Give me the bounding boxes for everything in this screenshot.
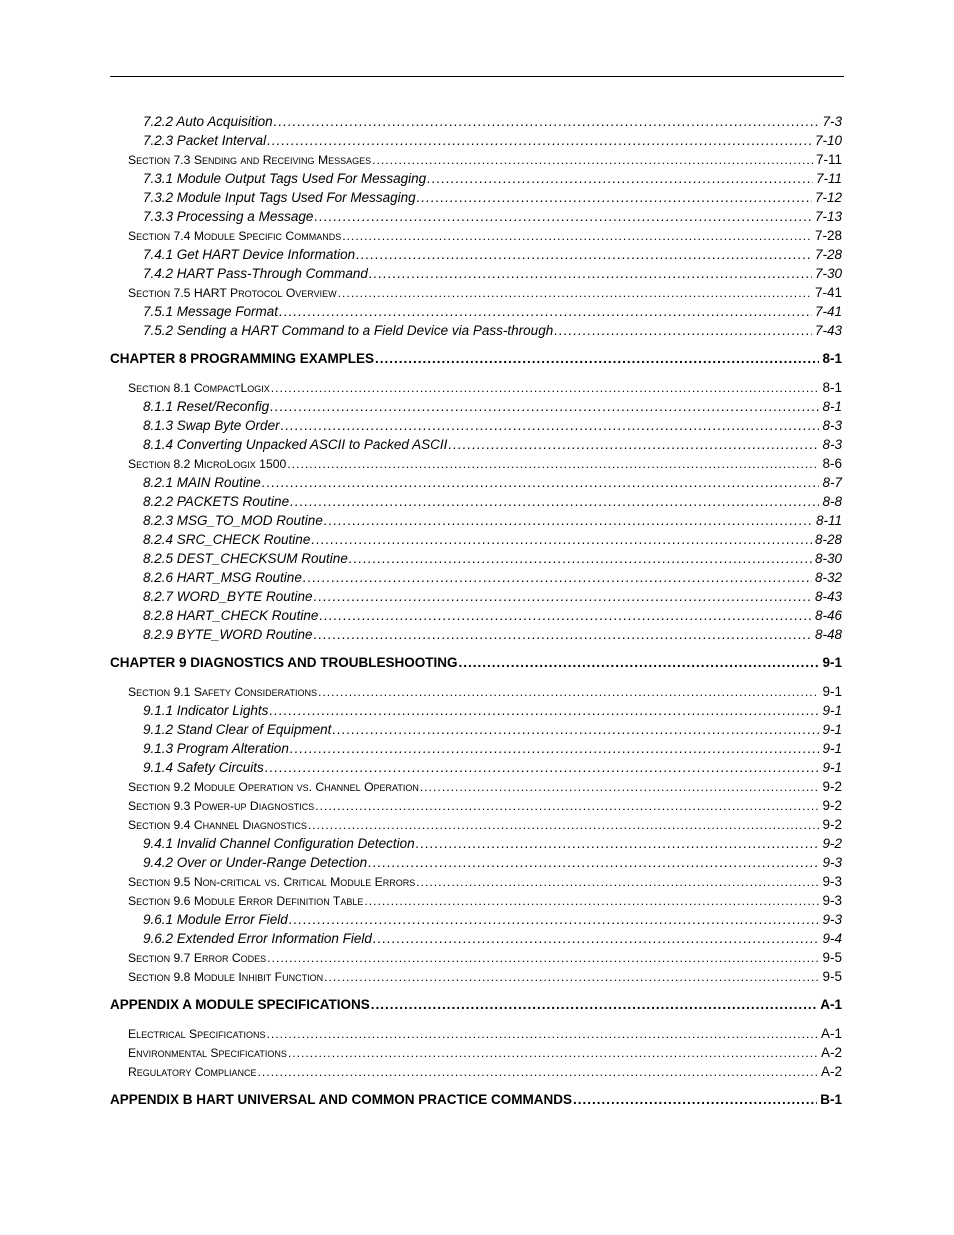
toc-section-entry[interactable] xyxy=(110,891,842,910)
toc-dot-leader xyxy=(318,683,819,702)
toc-entry-title: 8.2.3 MSG_TO_MOD Routine xyxy=(143,513,323,528)
toc-subsection-entry[interactable] xyxy=(110,416,842,435)
toc-dot-leader xyxy=(314,207,812,226)
toc-page-number: 9-2 xyxy=(822,836,842,851)
toc-subsection-entry[interactable] xyxy=(110,739,842,758)
toc-entry-title: 9.4.2 Over or Under-Range Detection xyxy=(143,855,368,870)
toc-dot-leader xyxy=(356,245,812,264)
toc-dot-leader xyxy=(332,720,819,739)
toc-subsection-entry[interactable] xyxy=(110,758,842,777)
toc-dot-leader xyxy=(281,416,820,435)
toc-dot-leader xyxy=(369,264,812,283)
toc-dot-leader xyxy=(364,892,819,911)
toc-page-number: 8-3 xyxy=(822,437,842,452)
toc-page-number: 9-1 xyxy=(822,741,842,756)
toc-subsection-entry[interactable] xyxy=(110,473,842,492)
toc-dot-leader xyxy=(371,995,817,1015)
toc-page-number: 8-28 xyxy=(814,532,842,547)
toc-dot-leader xyxy=(311,530,812,549)
toc-dot-leader xyxy=(342,227,812,246)
toc-subsection-entry[interactable] xyxy=(110,606,842,625)
toc-page-number: 7-43 xyxy=(814,323,842,338)
toc-section-entry[interactable] xyxy=(110,796,842,815)
toc-dot-leader xyxy=(420,778,820,797)
toc-entry-title: Section 7.4 Module Specific Commands xyxy=(128,229,342,243)
toc-entry-title: 8.2.4 SRC_CHECK Routine xyxy=(143,532,311,547)
toc-entry-title: CHAPTER 9 DIAGNOSTICS AND TROUBLESHOOTING xyxy=(110,655,458,670)
toc-entry-title: Section 8.1 CompactLogix xyxy=(128,381,270,395)
toc-dot-leader xyxy=(349,549,812,568)
toc-page-number: 7-11 xyxy=(815,171,842,186)
toc-entry-title: 8.1.4 Converting Unpacked ASCII to Packed ASCII xyxy=(143,437,448,452)
toc-subsection-entry[interactable] xyxy=(110,834,842,853)
toc-entry-title: 8.2.6 HART_MSG Routine xyxy=(143,570,302,585)
toc-section-entry[interactable] xyxy=(110,872,842,891)
toc-dot-leader xyxy=(271,379,820,398)
toc-spacer xyxy=(110,369,842,378)
toc-section-entry[interactable] xyxy=(110,815,842,834)
toc-page-number: B-1 xyxy=(820,1092,842,1107)
toc-entry-title: 8.1.1 Reset/Reconfig xyxy=(143,399,270,414)
toc-entry-title: 8.2.8 HART_CHECK Routine xyxy=(143,608,319,623)
toc-subsection-entry[interactable] xyxy=(110,112,842,131)
toc-dot-leader xyxy=(368,853,819,872)
toc-page-number: 7-41 xyxy=(814,304,842,319)
toc-entry-title: Section 9.2 Module Operation vs. Channel Operation xyxy=(128,780,419,794)
toc-dot-leader xyxy=(338,284,812,303)
toc-subsection-entry[interactable] xyxy=(110,321,842,340)
toc-spacer xyxy=(110,986,842,995)
toc-page-number: 8-1 xyxy=(822,399,842,414)
toc-dot-leader xyxy=(265,758,820,777)
toc-entry-title: Section 9.7 Error Codes xyxy=(128,951,267,965)
toc-page-number: 8-46 xyxy=(814,608,842,623)
toc-dot-leader xyxy=(315,797,819,816)
toc-page-number: 7-28 xyxy=(814,228,842,243)
toc-page-number: 9-1 xyxy=(822,703,842,718)
toc-dot-leader xyxy=(416,873,819,892)
toc-page-number: 9-5 xyxy=(822,950,842,965)
toc-spacer xyxy=(110,340,842,349)
toc-dot-leader xyxy=(448,435,819,454)
toc-page-number: 9-3 xyxy=(822,893,842,908)
toc-section-entry[interactable] xyxy=(110,967,842,986)
toc-page-number: 9-1 xyxy=(822,655,842,670)
toc-entry-title: Section 9.1 Safety Considerations xyxy=(128,685,318,699)
toc-entry-title: 9.1.2 Stand Clear of Equipment xyxy=(143,722,332,737)
toc-section-entry[interactable] xyxy=(110,226,842,245)
toc-dot-leader xyxy=(314,587,812,606)
toc-subsection-entry[interactable] xyxy=(110,435,842,454)
toc-chapter-entry[interactable] xyxy=(110,349,842,369)
toc-dot-leader xyxy=(289,910,820,929)
toc-dot-leader xyxy=(269,701,819,720)
toc-page-number: 9-3 xyxy=(822,874,842,889)
toc-page-number: 7-11 xyxy=(815,152,842,167)
toc-entry-title: Section 9.8 Module Inhibit Function xyxy=(128,970,324,984)
toc-dot-leader xyxy=(287,455,819,474)
toc-entry-title: Section 9.6 Module Error Definition Table xyxy=(128,894,364,908)
toc-dot-leader xyxy=(274,112,820,131)
toc-dot-leader xyxy=(573,1090,817,1110)
toc-spacer xyxy=(110,673,842,682)
toc-chapter-entry[interactable] xyxy=(110,1090,842,1110)
toc-section-entry[interactable] xyxy=(110,682,842,701)
toc-dot-leader xyxy=(267,949,819,968)
toc-subsection-entry[interactable] xyxy=(110,910,842,929)
toc-subsection-entry[interactable] xyxy=(110,720,842,739)
toc-dot-leader xyxy=(324,511,813,530)
toc-dot-leader xyxy=(416,834,820,853)
toc-dot-leader xyxy=(324,968,819,987)
toc-entry-title: Section 7.3 Sending and Receiving Messages xyxy=(128,153,372,167)
toc-entry-title: 8.2.7 WORD_BYTE Routine xyxy=(143,589,313,604)
toc-entry-title: Section 9.3 Power-up Diagnostics xyxy=(128,799,315,813)
toc-subsection-entry[interactable] xyxy=(110,853,842,872)
toc-page-number: 9-1 xyxy=(822,684,842,699)
toc-subsection-entry[interactable] xyxy=(110,207,842,226)
toc-page-number: 8-3 xyxy=(822,418,842,433)
toc-subsection-entry[interactable] xyxy=(110,188,842,207)
toc-dot-leader xyxy=(279,302,812,321)
toc-subsection-entry[interactable] xyxy=(110,587,842,606)
toc-entry-title: Electrical Specifications xyxy=(128,1027,266,1041)
toc-spacer xyxy=(110,1081,842,1090)
toc-subsection-entry[interactable] xyxy=(110,568,842,587)
toc-dot-leader xyxy=(262,473,820,492)
toc-dot-leader xyxy=(267,1025,818,1044)
toc-subsection-entry[interactable] xyxy=(110,929,842,948)
toc-page-number: 7-30 xyxy=(814,266,842,281)
toc-entry-title: 7.5.2 Sending a HART Command to a Field Device via Pass-through xyxy=(143,323,554,338)
toc-page-number: 9-4 xyxy=(822,931,842,946)
toc-subsection-entry[interactable] xyxy=(110,625,842,644)
toc-entry-title: 7.3.1 Module Output Tags Used For Messaging xyxy=(143,171,427,186)
toc-page-number: A-2 xyxy=(820,1064,842,1079)
toc-dot-leader xyxy=(290,492,819,511)
toc-page-number: 8-1 xyxy=(822,351,842,366)
toc-page-number: 7-12 xyxy=(814,190,842,205)
toc-spacer xyxy=(110,1015,842,1024)
toc-dot-leader xyxy=(427,169,813,188)
toc-entry-title: 7.4.1 Get HART Device Information xyxy=(143,247,356,262)
toc-dot-leader xyxy=(417,188,812,207)
toc-entry-title: 9.4.1 Invalid Channel Configuration Detection xyxy=(143,836,415,851)
toc-page-number: 9-3 xyxy=(822,912,842,927)
toc-chapter-entry[interactable] xyxy=(110,995,842,1015)
toc-page-number: 7-13 xyxy=(814,209,842,224)
toc-subsection-entry[interactable] xyxy=(110,245,842,264)
toc-page-number: 8-1 xyxy=(822,380,842,395)
toc-section-entry[interactable] xyxy=(110,378,842,397)
toc-page-number: 8-32 xyxy=(814,570,842,585)
toc-page-number: 9-3 xyxy=(822,855,842,870)
toc-page-number: 9-2 xyxy=(822,779,842,794)
toc-dot-leader xyxy=(303,568,812,587)
toc-entry-title: 9.1.3 Program Alteration xyxy=(143,741,289,756)
toc-subsection-entry[interactable] xyxy=(110,701,842,720)
toc-subsection-entry[interactable] xyxy=(110,492,842,511)
toc-entry-title: 7.4.2 HART Pass-Through Command xyxy=(143,266,368,281)
toc-entry-title: 7.3.2 Module Input Tags Used For Messaging xyxy=(143,190,416,205)
toc-page-number: 9-1 xyxy=(822,760,842,775)
toc-page-number: 9-1 xyxy=(822,722,842,737)
toc-dot-leader xyxy=(267,131,812,150)
toc-section-entry[interactable] xyxy=(110,454,842,473)
toc-entry-title: APPENDIX A MODULE SPECIFICATIONS xyxy=(110,997,370,1012)
toc-subsection-entry[interactable] xyxy=(110,530,842,549)
header-rule xyxy=(110,76,844,77)
toc-entry-title: Regulatory Compliance xyxy=(128,1065,257,1079)
toc-page-number: 7-41 xyxy=(814,285,842,300)
toc-page-number: A-1 xyxy=(820,997,842,1012)
toc-entry-title: Environmental Specifications xyxy=(128,1046,287,1060)
toc-dot-leader xyxy=(308,816,820,835)
toc-page-number: 8-11 xyxy=(815,513,842,528)
toc-entry-title: Section 7.5 HART Protocol Overview xyxy=(128,286,337,300)
toc-section-entry[interactable] xyxy=(110,948,842,967)
toc-page-number: 8-7 xyxy=(822,475,842,490)
toc-entry-title: Section 9.5 Non-critical vs. Critical Module Errors xyxy=(128,875,416,889)
toc-page-number: A-2 xyxy=(820,1045,842,1060)
toc-entry-title: APPENDIX B HART UNIVERSAL AND COMMON PRACTICE COMMANDS xyxy=(110,1092,573,1107)
toc-subsection-entry[interactable] xyxy=(110,169,842,188)
toc-entry-title: 8.2.9 BYTE_WORD Routine xyxy=(143,627,313,642)
toc-entry-title: Section 9.4 Channel Diagnostics xyxy=(128,818,307,832)
toc-page-number: 7-10 xyxy=(814,133,842,148)
toc-dot-leader xyxy=(375,349,819,369)
toc-section-entry[interactable] xyxy=(110,283,842,302)
toc-entry-title: 8.1.3 Swap Byte Order xyxy=(143,418,280,433)
toc-page-number: 7-3 xyxy=(822,114,842,129)
toc-entry-title: 9.1.1 Indicator Lights xyxy=(143,703,269,718)
toc-entry-title: 8.2.2 PACKETS Routine xyxy=(143,494,290,509)
toc-subsection-entry[interactable] xyxy=(110,131,842,150)
toc-dot-leader xyxy=(270,397,819,416)
toc-page-number: 8-30 xyxy=(814,551,842,566)
toc-page-number: 9-5 xyxy=(822,969,842,984)
toc-page-number: 9-2 xyxy=(822,798,842,813)
toc-entry-title: 8.2.5 DEST_CHECKSUM Routine xyxy=(143,551,348,566)
toc-dot-leader xyxy=(373,929,820,948)
toc-dot-leader xyxy=(554,321,812,340)
toc-entry-title: 7.2.3 Packet Interval xyxy=(143,133,267,148)
toc-subsection-entry[interactable] xyxy=(110,397,842,416)
toc-entry-title: 9.1.4 Safety Circuits xyxy=(143,760,264,775)
toc-dot-leader xyxy=(319,606,812,625)
toc-subsection-entry[interactable] xyxy=(110,302,842,321)
table-of-contents xyxy=(110,112,842,1110)
toc-dot-leader xyxy=(372,151,813,170)
toc-entry-title: 7.5.1 Message Format xyxy=(143,304,279,319)
toc-entry-title: Section 8.2 MicroLogix 1500 xyxy=(128,457,287,471)
toc-dot-leader xyxy=(459,653,820,673)
toc-dot-leader xyxy=(290,739,820,758)
toc-entry-title: CHAPTER 8 PROGRAMMING EXAMPLES xyxy=(110,351,375,366)
toc-section-entry[interactable] xyxy=(110,777,842,796)
toc-section-entry[interactable] xyxy=(110,150,842,169)
toc-entry-title: 9.6.2 Extended Error Information Field xyxy=(143,931,372,946)
toc-appendix-entry[interactable] xyxy=(110,1043,842,1062)
toc-dot-leader xyxy=(258,1063,818,1082)
toc-entry-title: 7.3.3 Processing a Message xyxy=(143,209,314,224)
toc-page-number: 8-43 xyxy=(814,589,842,604)
toc-chapter-entry[interactable] xyxy=(110,653,842,673)
toc-subsection-entry[interactable] xyxy=(110,264,842,283)
toc-appendix-entry[interactable] xyxy=(110,1024,842,1043)
toc-page-number: 8-48 xyxy=(814,627,842,642)
toc-entry-title: 9.6.1 Module Error Field xyxy=(143,912,288,927)
toc-dot-leader xyxy=(314,625,812,644)
toc-subsection-entry[interactable] xyxy=(110,549,842,568)
toc-page-number: A-1 xyxy=(820,1026,842,1041)
toc-page-number: 8-8 xyxy=(822,494,842,509)
toc-page-number: 8-6 xyxy=(822,456,842,471)
toc-dot-leader xyxy=(288,1044,818,1063)
toc-entry-title: 8.2.1 MAIN Routine xyxy=(143,475,261,490)
toc-page-number: 9-2 xyxy=(822,817,842,832)
toc-entry-title: 7.2.2 Auto Acquisition xyxy=(143,114,273,129)
toc-appendix-entry[interactable] xyxy=(110,1062,842,1081)
toc-page-number: 7-28 xyxy=(814,247,842,262)
toc-spacer xyxy=(110,644,842,653)
toc-subsection-entry[interactable] xyxy=(110,511,842,530)
